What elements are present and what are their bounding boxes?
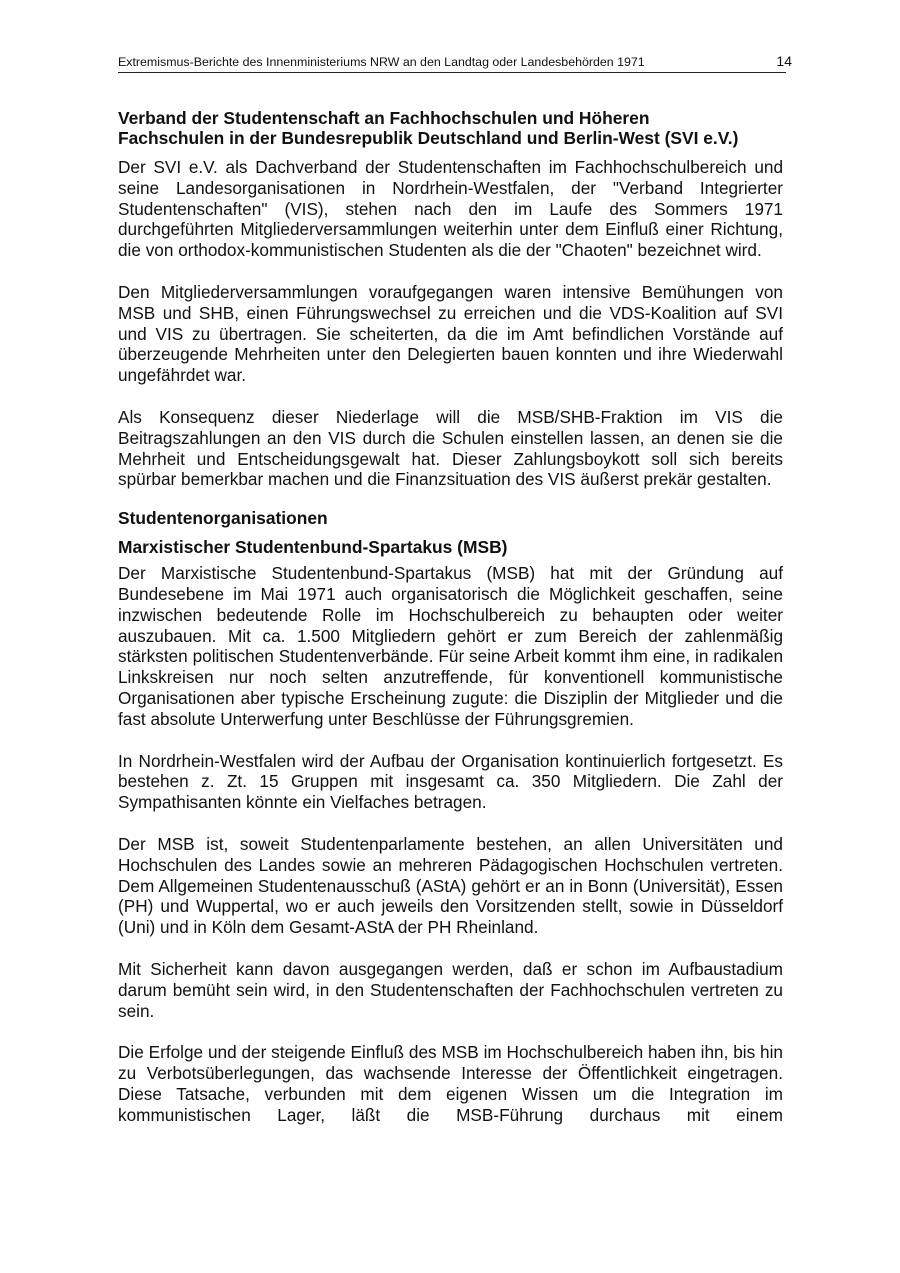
paragraph: Der SVI e.V. als Dachverband der Studentenschaften im Fachhochschulbereich und seine Landesorganisationen in Nordrhein-Westfalen, der "Verband Integrierter Studentenschaften" (VIS), stehen nach den im Laufe des Sommers 1971 durchgeführten Mitgliederversammlungen weiterhin unter dem Einfluß einer Richtung, die von orthodox-kommunistischen Studenten als die der "Chaoten" bezeichnet wird. (118, 157, 783, 261)
paragraph: Die Erfolge und der steigende Einfluß des MSB im Hochschulbereich haben ihn, bis hin zu Verbotsüberlegungen, das wachsende Interesse der Öffentlichkeit eingetragen. Diese Tatsache, verbunden mit dem eigenen Wissen um die Integration im kommunistischen Lager, läßt die MSB-Führung durchaus mit einem (118, 1042, 783, 1125)
page-number: 14 (776, 53, 792, 69)
section-heading-svi-line1: Verband der Studentenschaft an Fachhochschulen und Höheren (118, 108, 650, 128)
section-heading-msb: Marxistischer Studentenbund-Spartakus (MSB) (118, 537, 508, 558)
paragraph: Den Mitgliederversammlungen voraufgegangen waren intensive Bemühungen von MSB und SHB, einen Führungswechsel zu erreichen und die VDS-Koalition auf SVI und VIS zu übertragen. Sie scheiterten, da die im Amt befindlichen Vorstände auf überzeugende Mehrheiten unter den Delegierten bauen konnten und ihre Wiederwahl ungefährdet war. (118, 281, 783, 386)
section-heading-svi-line2: Fachschulen in der Bundesrepublik Deutschland und Berlin-West (SVI e.V.) (118, 128, 739, 148)
header-title: Extremismus-Berichte des Innenministeriums NRW an den Landtag oder Landesbehörden 1971 (118, 55, 645, 69)
paragraph: Als Konsequenz dieser Niederlage will die MSB/SHB-Fraktion im VIS die Beitragszahlungen an den VIS durch die Schulen einstellen lassen, an denen sie die Mehrheit und Entscheidungsgewalt hat. Dieser Zahlungsboykott soll sich bereits spürbar bemerkbar machen und die Finanzsituation des VIS äußerst prekär gestalten. (118, 406, 783, 490)
section-heading-studentenorganisationen: Studentenorganisationen (118, 508, 328, 529)
section-heading-svi (118, 108, 783, 148)
paragraph: Der MSB ist, soweit Studentenparlamente bestehen, an allen Universitäten und Hochschulen des Landes sowie an mehreren Pädagogischen Hochschulen vertreten. Dem Allgemeinen Studentenausschuß (AStA) gehört er an in Bonn (Universität), Essen (PH) und Wuppertal, wo er auch jeweils den Vorsitzenden stellt, sowie in Düsseldorf (Uni) und in Köln dem Gesamt-AStA der PH Rheinland. (118, 833, 783, 938)
paragraph: Der Marxistische Studentenbund-Spartakus (MSB) hat mit der Gründung auf Bundesebene im Mai 1971 auch organisatorisch die Möglichkeit geschaffen, seine inzwischen bedeutende Rolle im Hochschulbereich zu behaupten oder weiter auszubauen. Mit ca. 1.500 Mitgliedern gehört er zum Bereich der zahlenmäßig stärksten politischen Studentenverbände. Für seine Arbeit kommt ihm eine, in radikalen Linkskreisen nur noch selten anzutreffende, für konventionell kommunistische Organisationen aber typische Erscheinung zugute: die Disziplin der Mitglieder und die fast absolute Unterwerfung unter Beschlüsse der Führungsgremien. (118, 563, 783, 729)
page-header (118, 53, 792, 73)
document-body (118, 108, 783, 1146)
paragraph: Mit Sicherheit kann davon ausgegangen werden, daß er schon im Aufbaustadium darum bemüht sein wird, in den Studentenschaften der Fachhochschulen vertreten zu sein. (118, 958, 783, 1021)
paragraph: In Nordrhein-Westfalen wird der Aufbau der Organisation kontinuierlich fortgesetzt. Es bestehen z. Zt. 15 Gruppen mit insgesamt ca. 350 Mitgliedern. Die Zahl der Sympathisanten könnte ein Vielfaches betragen. (118, 750, 783, 813)
